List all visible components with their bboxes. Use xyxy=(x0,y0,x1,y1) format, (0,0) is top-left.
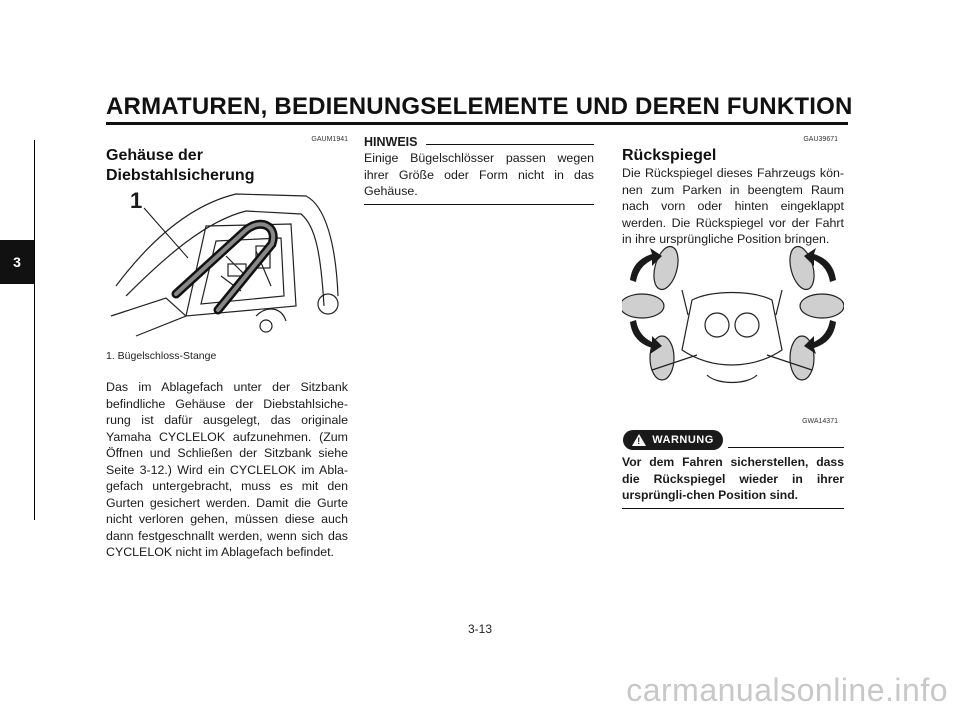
mirror-body xyxy=(622,165,844,248)
section-code-right: GAU39671 xyxy=(803,136,838,143)
side-margin-line xyxy=(34,140,35,520)
page-number: 3-13 xyxy=(467,622,493,636)
section-code-left: GAUM1941 xyxy=(311,136,348,143)
hinweis-text: Einige Bügelschlösser passen wegen ihrer Größe oder Form nicht in das Gehäuse. xyxy=(364,151,594,198)
mirror-heading: Rückspiegel xyxy=(622,147,717,164)
hinweis-rule-bottom xyxy=(364,204,594,205)
warning-code: GWA14371 xyxy=(802,418,838,425)
warning-triangle-icon: ! xyxy=(632,434,646,446)
lock-holder-illustration xyxy=(106,186,348,338)
chapter-tab[interactable]: 3 xyxy=(0,240,34,284)
mirror-paragraph: Die Rückspiegel dieses Fahrzeugs kön-nen zum Parken in beengtem Raum nach vorn oder hinten eingeklappt werden. Die Rückspiegel vor der Fahrt in ihre ursprüngliche Position bringen. xyxy=(622,166,844,246)
hinweis-box xyxy=(364,150,594,200)
section-heading-line2: Diebstahlsicherung xyxy=(106,167,255,184)
mirrors-illustration xyxy=(622,240,844,392)
header-rule xyxy=(106,122,848,125)
figure-mirrors xyxy=(622,240,844,392)
figure-lock-holder xyxy=(106,186,348,338)
hinweis-rule-top xyxy=(426,144,594,145)
figure-callout-1: 1 xyxy=(130,188,143,213)
figure-caption: 1. Bügelschloss-Stange xyxy=(106,350,217,362)
warning-text: Vor dem Fahren sicherstellen, dass die Rückspiegel wieder in ihrer ursprüngli-chen Position sind. xyxy=(622,455,844,502)
warning-label: WARNUNG xyxy=(652,434,714,446)
hinweis-title: HINWEIS xyxy=(364,135,418,149)
lock-holder-paragraph: Das im Ablagefach unter der Sitzbank befindliche Gehäuse der Diebstahlsiche-rung ist dafür ausgelegt, das originale Yamaha CYCLELOK aufzunehmen. (Zum Öffnen und Schließen der Sitzbank siehe Seite 3-12.) Wird ein CYCLELOK im Abla-gefach untergebracht, muss es mit den Gurten gesichert werden. Damit die Gurte nicht verloren gehen, müssen diese auch dann festgeschnallt werden, wenn sich das CYCLELOK nicht im Ablagefach befindet. xyxy=(106,380,348,559)
warning-badge xyxy=(623,430,723,450)
lock-holder-body xyxy=(106,379,348,561)
page-header-title: ARMATUREN, BEDIENUNGSELEMENTE UND DEREN FUNKTION xyxy=(106,93,853,120)
warning-rule-bottom xyxy=(622,508,844,509)
watermark: carmanualsonline.info xyxy=(626,672,948,708)
section-heading-line1: Gehäuse der xyxy=(106,147,203,164)
warning-rule-top xyxy=(728,447,844,448)
warning-box xyxy=(622,454,844,504)
